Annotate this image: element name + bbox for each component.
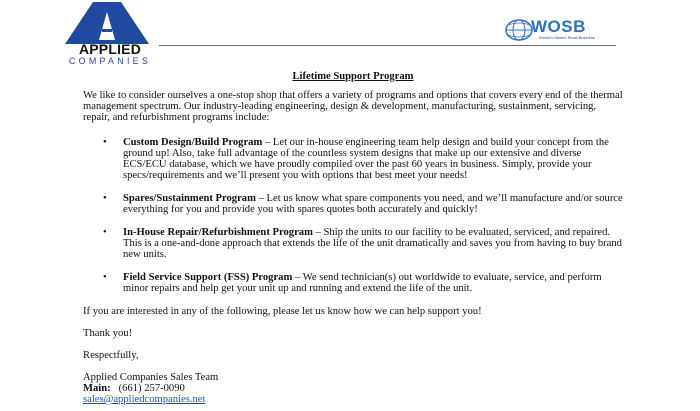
list-item	[83, 193, 623, 215]
wosb-tagline: Women Owned Small Business	[539, 35, 595, 40]
main-phone-line	[83, 383, 623, 394]
program-name: Custom Design/Build Program	[123, 137, 263, 148]
logo-subtitle: COMPANIES	[68, 56, 152, 66]
program-name: Spares/Sustainment Program	[123, 193, 256, 204]
list-item	[83, 272, 623, 294]
program-description: – Let us know what spare components you need, and we’ll manufacture and/or source everything for you and provide you with spares quotes both accurately and quickly!	[123, 193, 623, 215]
bullet-icon: •	[103, 227, 107, 238]
main-phone: (661) 257-0090	[118, 383, 185, 394]
thanks-line: Thank you!	[83, 328, 133, 339]
program-description: – Let our in-house engineering team help design and build your concept from the ground up! Also, take full advantage of the countless system designs that make up our extensive and diverse ECS/ECU database, which we have proudly compiled over the past 60 years in business. Simply, provide your specs/requirements and we’ll present you with options that best meet your needs!	[123, 137, 609, 181]
document-title: Lifetime Support Program	[292, 71, 414, 82]
email-link[interactable]: sales@appliedcompanies.net	[83, 394, 206, 405]
applied-a-mark-icon	[65, 2, 149, 44]
program-name: In-House Repair/Refurbishment Program	[123, 227, 313, 238]
list-item	[83, 137, 623, 181]
bullet-icon: •	[103, 272, 107, 283]
program-description: – We send technician(s) out worldwide to evaluate, service, and perform minor repairs and help get your unit up and running and extend the life of the unit.	[123, 272, 602, 294]
wosb-logo	[505, 16, 615, 46]
applied-companies-logo	[57, 2, 157, 64]
bullet-icon: •	[103, 193, 107, 204]
wosb-text: WOSB	[531, 17, 586, 36]
signature-block	[83, 372, 623, 405]
bullet-icon: •	[103, 137, 107, 148]
program-name: Field Service Support (FSS) Program	[123, 272, 293, 283]
main-label: Main:	[83, 383, 111, 394]
program-list	[83, 137, 623, 294]
list-item	[83, 227, 623, 260]
program-description: – Ship the units to our facility to be evaluated, serviced, and repaired. This is a one-and-done approach that extends the life of the unit dramatically and saves you from having to buy brand new units.	[123, 227, 622, 260]
team-name: Applied Companies Sales Team	[83, 372, 219, 383]
closing-paragraph: If you are interested in any of the following, please let us know how we can help support you!	[83, 306, 482, 317]
document-body	[83, 71, 623, 405]
intro-paragraph: We like to consider ourselves a one-stop shop that offers a variety of programs and options that covers every end of the thermal management spectrum. Our industry-leading engineering, design & development, manufacturing, sustainment, servicing, repair, and refurbishment programs include:	[83, 90, 623, 123]
signoff-line: Respectfully,	[83, 350, 139, 361]
logo-name: APPLIED	[78, 41, 142, 57]
